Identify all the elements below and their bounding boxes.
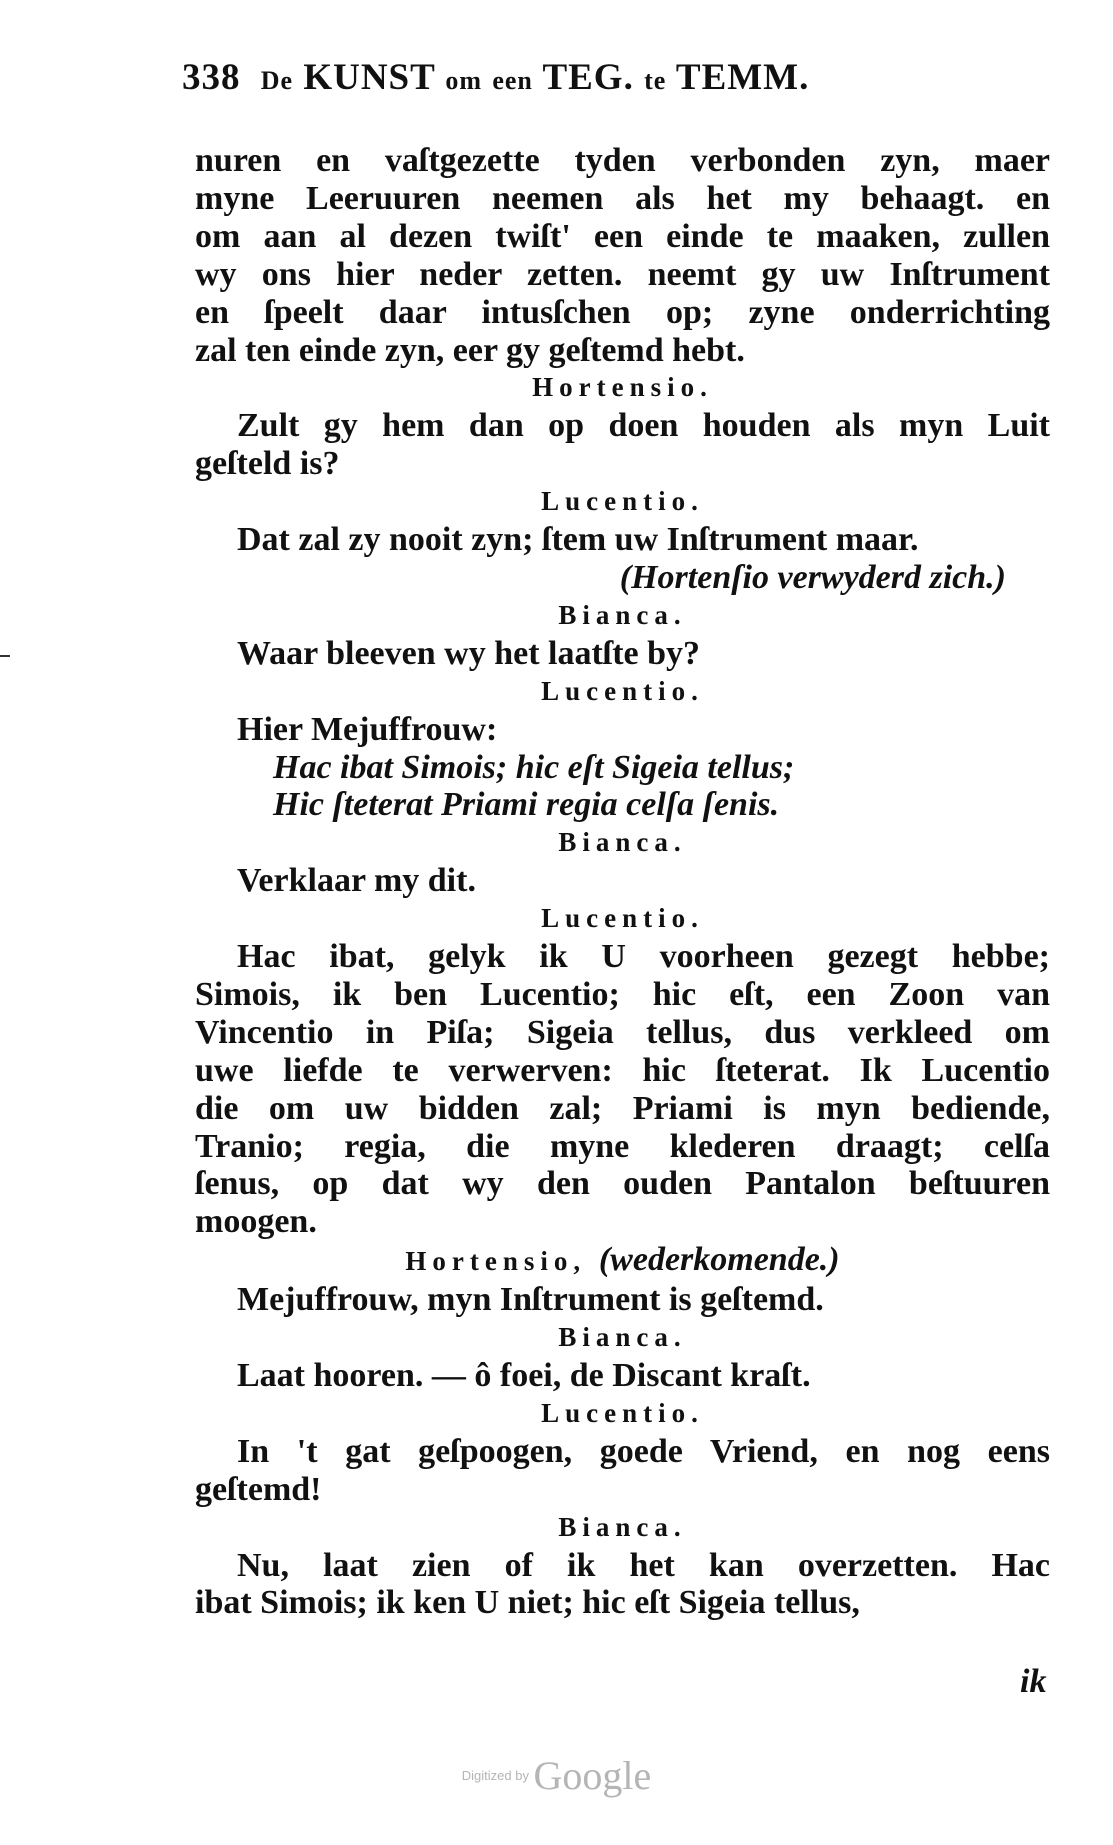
text-line: Hac ibat, gelyk ik U voorheen gezegt hebbe; (237, 938, 1050, 976)
text-line: zal ten einde zyn, eer gy geſtemd hebt. (195, 331, 745, 369)
verse-line: Hic ſteterat Priami regia celſa ſenis. (273, 786, 780, 824)
header-word: TEG. (542, 57, 634, 98)
speaker-name: Hortensio. (532, 372, 713, 403)
text-line: om aan al dezen twiſt' een einde te maaken, zullen (195, 217, 1050, 255)
stage-direction: (Hortenſio verwyderd zich.) (619, 558, 1006, 596)
text-line: en ſpeelt daar intusſchen op; zyne onderrichting (195, 293, 1050, 331)
text-line: Mejuffrouw, myn Inſtrument is geſtemd. (237, 1281, 824, 1319)
speaker-name: Lucentio. (541, 675, 704, 706)
digitized-label: Digitized by (461, 1768, 529, 1783)
margin-mark (0, 655, 10, 657)
header-word: een (492, 66, 533, 95)
speaker-name: Hortensio, (405, 1246, 587, 1277)
text-line: geſtemd! (195, 1470, 322, 1508)
text-line: Hier Mejuffrouw: (237, 710, 498, 748)
text-line: Vincentio in Piſa; Sigeia tellus, dus verkleed om (195, 1013, 1050, 1051)
header-word: TEMM. (675, 57, 810, 98)
stage-direction: (wederkomende.) (598, 1241, 840, 1279)
header-word: om (445, 66, 483, 95)
digitization-watermark (0, 1752, 1113, 1799)
text-body (195, 142, 1050, 1622)
text-line: Tranio; regia, die myne klederen draagt; celſa (195, 1127, 1050, 1165)
header-word: KUNST (303, 57, 436, 98)
speaker-name: Bianca. (558, 1322, 687, 1353)
text-line: geſteld is? (195, 445, 340, 483)
speaker-name: Lucentio. (541, 486, 704, 517)
google-logo: Google (533, 1753, 652, 1798)
text-line: ſenus, op dat wy den ouden Pantalon beſtuuren (195, 1165, 1050, 1203)
header-word: De (260, 66, 294, 95)
speaker-name: Lucentio. (541, 1397, 704, 1428)
text-line: moogen. (195, 1203, 317, 1241)
speaker-name: Bianca. (558, 1511, 687, 1542)
text-line: ibat Simois; ik ken U niet; hic eſt Sigeia tellus, (195, 1584, 860, 1622)
page-number: 338 (182, 57, 241, 98)
text-line: Zult gy hem dan op doen houden als myn Luit (237, 407, 1050, 445)
text-line: Verklaar my dit. (237, 862, 476, 900)
text-line: wy ons hier neder zetten. neemt gy uw Inſtrument (195, 255, 1050, 293)
text-line: die om uw bidden zal; Priami is myn bediende, (195, 1089, 1050, 1127)
speaker-name: Lucentio. (541, 903, 704, 934)
catchword: ik (1020, 1663, 1047, 1700)
text-line: Dat zal zy nooit zyn; ſtem uw Inſtrument maar. (237, 521, 919, 559)
header-word: te (644, 66, 667, 95)
speaker-heading (195, 1241, 1050, 1281)
text-line: Waar bleeven wy het laatſte by? (237, 634, 701, 672)
text-line: nuren en vaſtgezette tyden verbonden zyn, maer (195, 142, 1050, 179)
speaker-name: Bianca. (558, 827, 687, 858)
text-line: Laat hooren. — ô foei, de Discant kraſt. (237, 1357, 811, 1394)
text-line: Nu, laat zien of ik het kan overzetten. Hac (237, 1546, 1050, 1584)
text-line: myne Leeruuren neemen als het my behaagt. en (195, 179, 1050, 217)
text-line: In 't gat geſpoogen, goede Vriend, en nog eens (237, 1432, 1050, 1470)
verse-line: Hac ibat Simois; hic eſt Sigeia tellus; (273, 748, 795, 786)
running-header (182, 56, 1012, 99)
speaker-name: Bianca. (558, 599, 687, 630)
text-line: uwe liefde te verwerven: hic ſteterat. Ik Lucentio (195, 1051, 1050, 1089)
text-line: Simois, ik ben Lucentio; hic eſt, een Zoon van (195, 975, 1050, 1013)
